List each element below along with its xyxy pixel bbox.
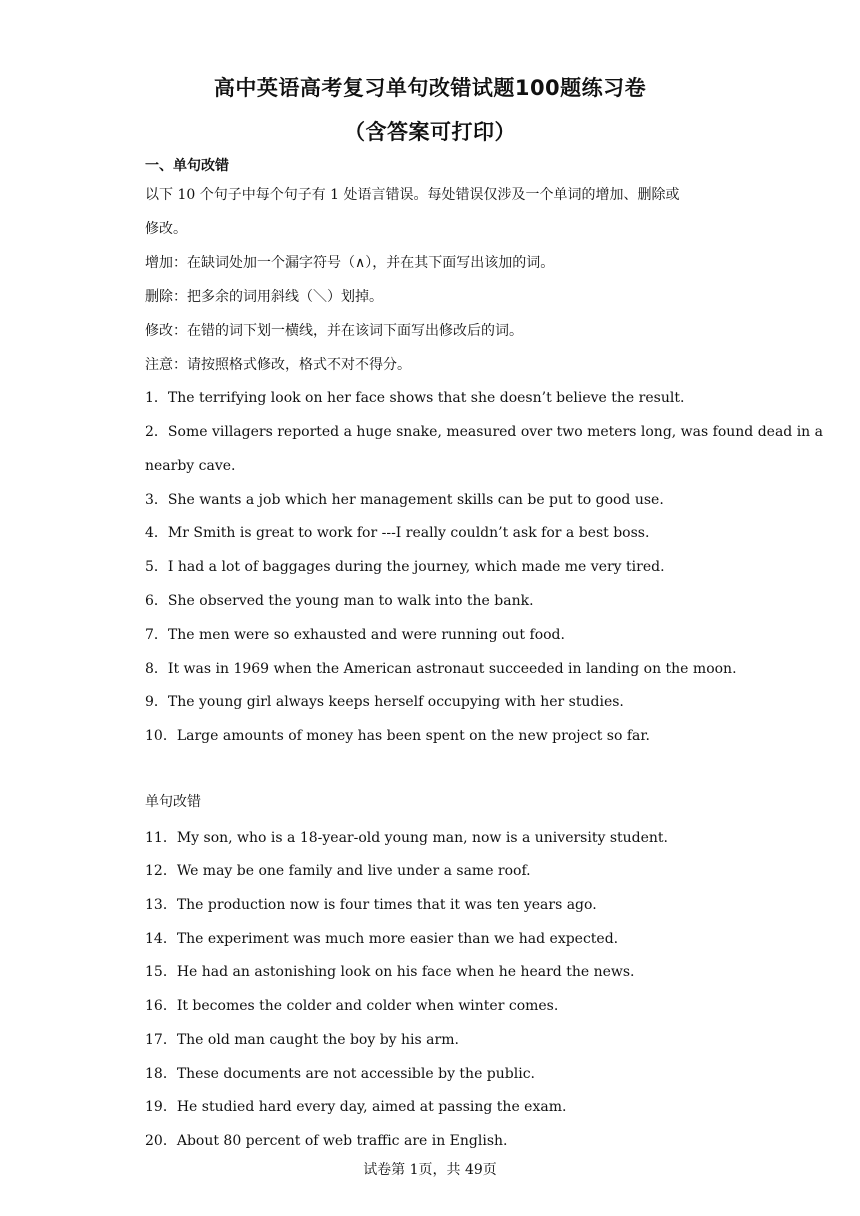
question-text: He had an astonishing look on his face when he heard the news.	[176, 964, 635, 980]
question-text: nearby cave.	[145, 458, 236, 474]
question-item	[145, 388, 725, 408]
question-item	[145, 1030, 725, 1050]
question-text: She wants a job which her management skills can be put to good use.	[167, 492, 664, 508]
question-number: 19．	[145, 1099, 177, 1115]
question-item	[145, 490, 725, 510]
question-text: The experiment was much more easier than we had expected.	[176, 931, 619, 947]
question-number: 20．	[145, 1133, 177, 1149]
question-number: 12．	[145, 863, 177, 879]
question-number: 16．	[145, 998, 177, 1014]
question-number: 6．	[145, 593, 168, 609]
instruction-line: 修改：在错的词下划一横线，并在该词下面写出修改后的词。	[145, 323, 523, 339]
question-text: We may be one family and live under a same roof.	[176, 863, 531, 879]
instruction-line: 删除：把多余的词用斜线（＼）划掉。	[145, 289, 383, 305]
question-item	[145, 895, 725, 915]
question-number: 18．	[145, 1066, 177, 1082]
question-number: 15．	[145, 964, 177, 980]
question-text: Mr Smith is great to work for ---I really couldn’t ask for a best boss.	[167, 525, 650, 541]
question-text: He studied hard every day, aimed at passing the exam.	[176, 1099, 567, 1115]
question-number: 13．	[145, 897, 177, 913]
question-number: 5．	[145, 559, 168, 575]
question-text: The men were so exhausted and were running out food.	[167, 627, 565, 643]
question-item	[145, 1097, 725, 1117]
question-item	[145, 692, 725, 712]
question-number: 4．	[145, 525, 168, 541]
question-number: 1．	[145, 390, 168, 406]
page-footer: 试卷第 1页，共 49页	[363, 1162, 497, 1178]
question-item	[145, 591, 725, 611]
instruction-line: 以下 10 个句子中每个句子有 1 处语言错误。每处错误仅涉及一个单词的增加、删除或	[145, 187, 680, 203]
question-text: I had a lot of baggages during the journey, which made me very tired.	[167, 559, 665, 575]
question-number: 7．	[145, 627, 168, 643]
question-item	[145, 1131, 725, 1151]
question-text: About 80 percent of web traffic are in English.	[176, 1133, 508, 1149]
question-text: Some villagers reported a huge snake, measured over two meters long, was found dead in a	[167, 424, 823, 440]
question-number: 14．	[145, 931, 177, 947]
sub-section-heading: 单句改错	[145, 794, 201, 810]
question-number: 2．	[145, 424, 168, 440]
page-subtitle: （含答案可打印）	[344, 120, 516, 144]
question-text: It was in 1969 when the American astronaut succeeded in landing on the moon.	[167, 661, 737, 677]
question-item-continuation	[145, 456, 725, 476]
question-text: The production now is four times that it was ten years ago.	[176, 897, 597, 913]
question-number: 8．	[145, 661, 168, 677]
question-number: 9．	[145, 694, 168, 710]
instruction-line: 增加：在缺词处加一个漏字符号（∧），并在其下面写出该加的词。	[145, 255, 555, 271]
instruction-line: 注意：请按照格式修改，格式不对不得分。	[145, 357, 411, 373]
question-item	[145, 726, 725, 746]
section-heading: 一、单句改错	[145, 158, 229, 174]
question-item	[145, 996, 725, 1016]
question-item	[145, 1064, 725, 1084]
question-item	[145, 962, 725, 982]
question-text: The young girl always keeps herself occupying with her studies.	[167, 694, 624, 710]
question-text: The terrifying look on her face shows that she doesn’t believe the result.	[167, 390, 685, 406]
question-item	[145, 422, 823, 442]
question-text: Large amounts of money has been spent on the new project so far.	[176, 728, 650, 744]
question-number: 10．	[145, 728, 177, 744]
question-item	[145, 861, 725, 881]
question-item	[145, 625, 725, 645]
question-text: She observed the young man to walk into the bank.	[167, 593, 534, 609]
question-number: 11．	[145, 830, 177, 846]
question-item	[145, 659, 737, 679]
question-item	[145, 828, 725, 848]
question-item	[145, 523, 725, 543]
question-number: 3．	[145, 492, 168, 508]
question-text: My son, who is a 18-year-old young man, now is a university student.	[176, 830, 668, 846]
instruction-line: 修改。	[145, 221, 187, 237]
question-number: 17．	[145, 1032, 177, 1048]
question-item	[145, 929, 725, 949]
page-title: 高中英语高考复习单句改错试题100题练习卷	[213, 76, 647, 100]
question-text: The old man caught the boy by his arm.	[176, 1032, 459, 1048]
question-item	[145, 557, 725, 577]
question-text: These documents are not accessible by the public.	[176, 1066, 535, 1082]
question-text: It becomes the colder and colder when winter comes.	[176, 998, 559, 1014]
